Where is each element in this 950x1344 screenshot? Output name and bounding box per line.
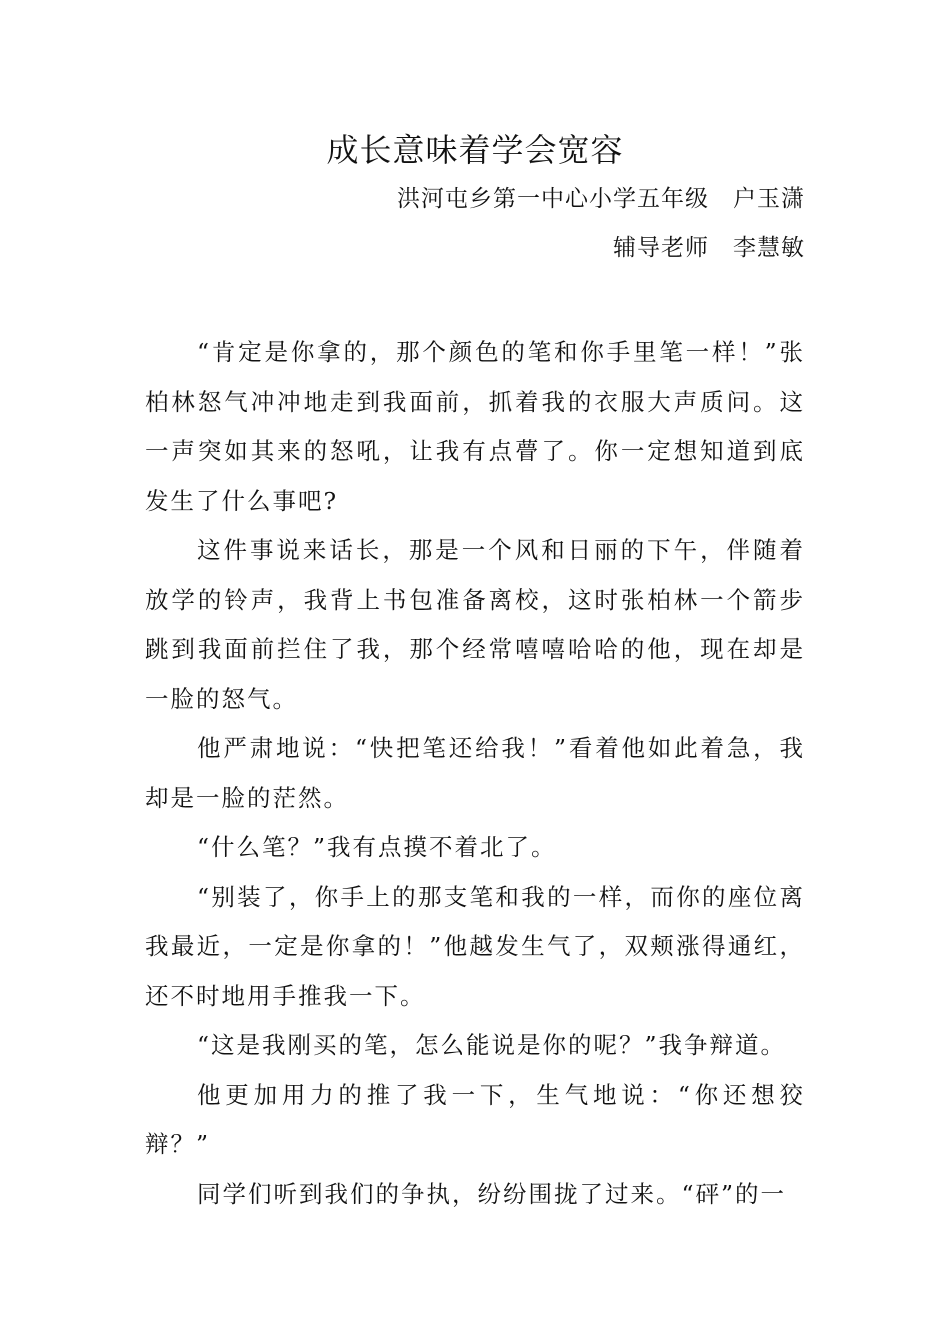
- paragraph: 同学们听到我们的争执，纷纷围拢了过来。“砰”的一: [197, 1179, 787, 1208]
- paragraph: “别装了，你手上的那支笔和我的一样，而你的座位离我最近，一定是你拿的！”他越发生气了，双颊涨得通红，还不时地用手推我一下。: [145, 882, 805, 1010]
- paragraph: 他严肃地说：“快把笔还给我！”看着他如此着急，我却是一脸的茫然。: [145, 734, 805, 812]
- paragraph: 这件事说来话长，那是一个风和日丽的下午，伴随着放学的铃声，我背上书包准备离校，这时张柏林一个箭步跳到我面前拦住了我，那个经常嘻嘻哈哈的他，现在却是一脸的怒气。: [145, 536, 805, 713]
- paragraph: “肯定是你拿的，那个颜色的笔和你手里笔一样！”张柏林怒气冲冲地走到我面前，抓着我的衣服大声质问。这一声突如其来的怒吼，让我有点瞢了。你一定想知道到底发生了什么事吧?: [145, 338, 805, 515]
- article-body: [145, 328, 805, 1219]
- paragraph: 他更加用力的推了我一下，生气地说：“你还想狡辩？”: [145, 1080, 805, 1158]
- paragraph: “这是我刚买的笔，怎么能说是你的呢？”我争辩道。: [197, 1031, 787, 1059]
- author-school-line: 洪河屯乡第一中心小学五年级 户玉潇: [397, 186, 805, 212]
- article-title: 成长意味着学会宽容: [326, 131, 624, 169]
- advisor-teacher-line: 辅导老师 李慧敏: [613, 235, 805, 261]
- paragraph: “什么笔？”我有点摸不着北了。: [197, 833, 557, 861]
